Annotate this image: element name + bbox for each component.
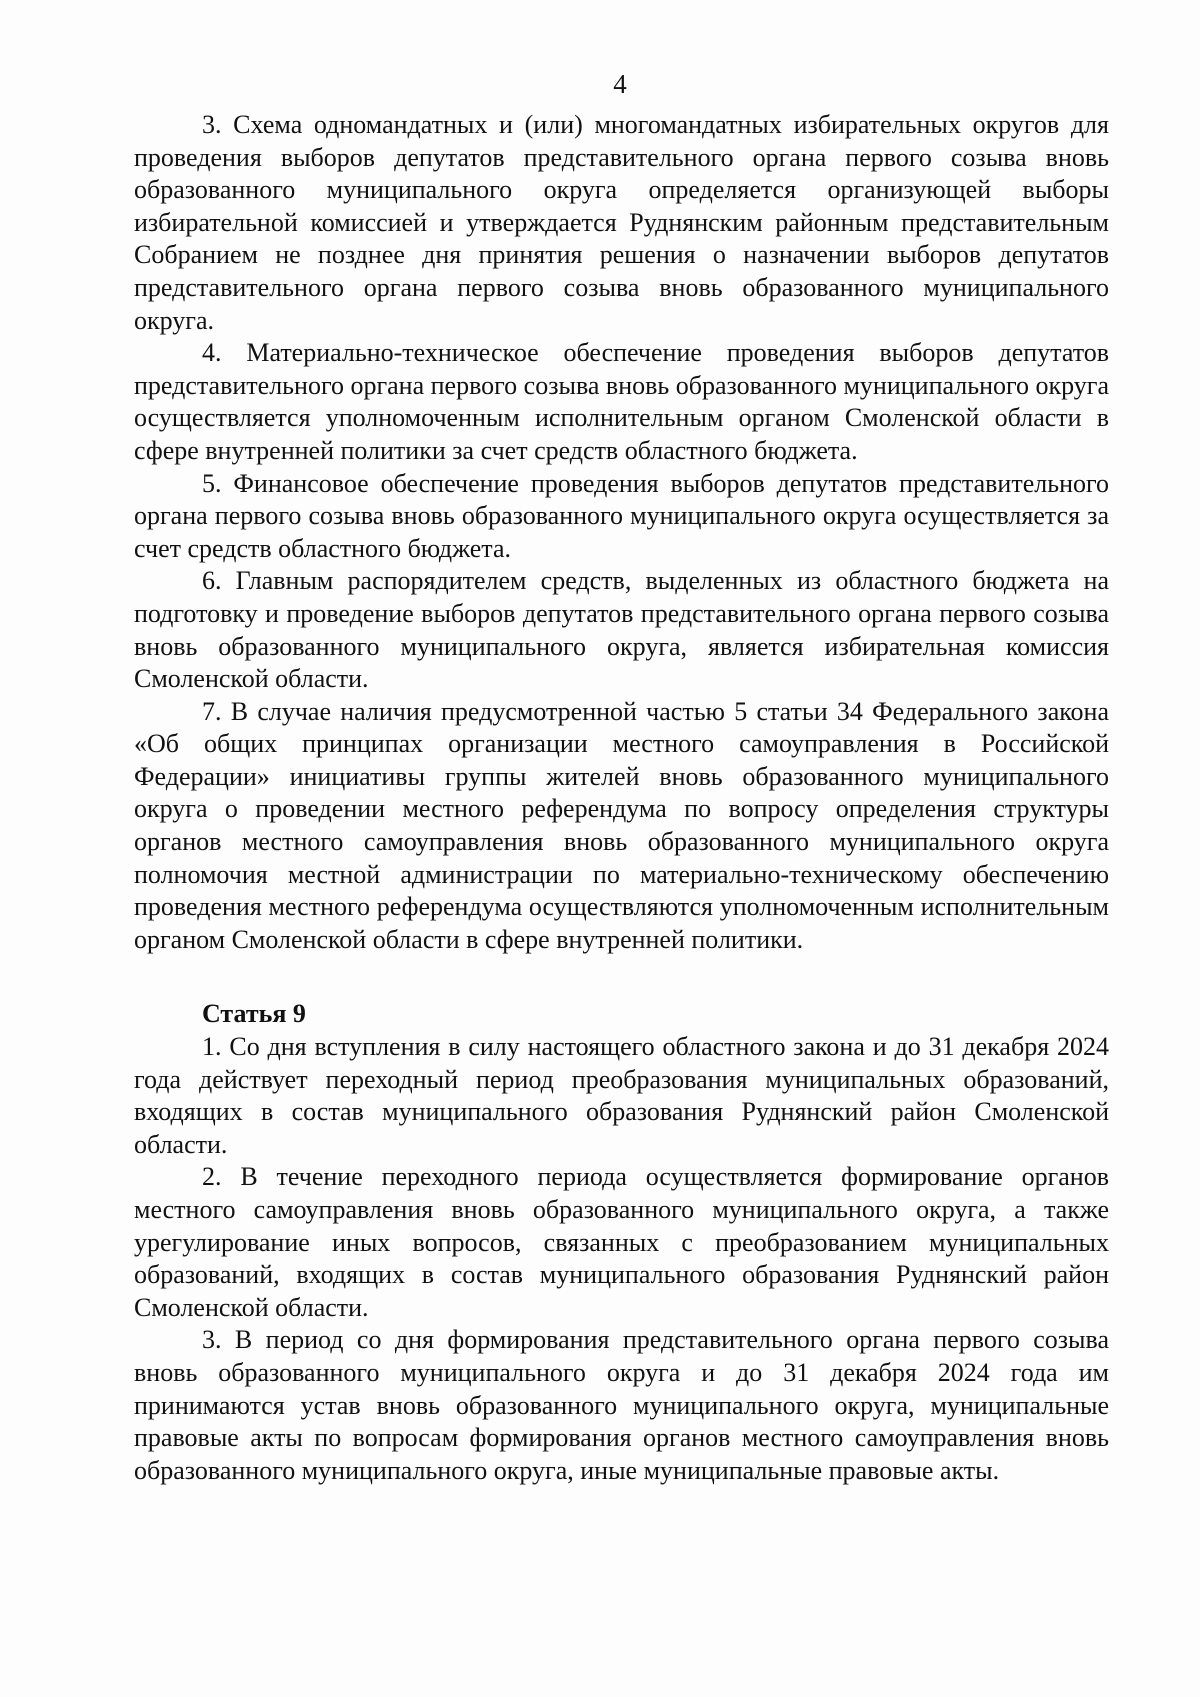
document-body: [134, 109, 1109, 1487]
paragraph-8-5: 5. Финансовое обеспечение проведения выборов депутатов представительного органа первого созыва вновь образованного муниципального округа осуществляется за счет средств областного бюджета.: [134, 468, 1109, 563]
paragraph-8-6: 6. Главным распорядителем средств, выделенных из областного бюджета на подготовку и проведение выборов депутатов представительного органа первого созыва вновь образованного муниципального округа, является избирательная комиссия Смоленской области.: [134, 566, 1109, 694]
paragraph-8-7: 7. В случае наличия предусмотренной частью 5 статьи 34 Федерального закона «Об общих принципах организации местного самоуправления в Российской Федерации» инициативы группы жителей вновь образованного муниципального округа о проведении местного референдума по вопросу определения структуры органов местного самоуправления вновь образованного муниципального округа полномочия местной администрации по материально-техническому обеспечению проведения местного референдума осуществляются уполномоченным исполнительным органом Смоленской области в сфере внутренней политики.: [134, 696, 1109, 954]
page-number: 4: [613, 69, 627, 99]
article-heading: Статья 9: [202, 999, 306, 1029]
paragraph-8-4: 4. Материально-техническое обеспечение проведения выборов депутатов представительного органа первого созыва вновь образованного муниципального округа осуществляется уполномоченным исполнительным органом Смоленской области в сфере внутренней политики за счет средств областного бюджета.: [134, 338, 1110, 465]
paragraph-9-2: 2. В течение переходного периода осуществляется формирование органов местного самоуправления вновь образованного муниципального округа, а также урегулирование иных вопросов, связанных с преобразованием муниципальных образований, входящих в состав муниципального образования Руднянский район Смоленской области.: [134, 1162, 1109, 1322]
paragraph-9-1: 1. Со дня вступления в силу настоящего областного закона и до 31 декабря 2024 года действует переходный период преобразования муниципальных образований, входящих в состав муниципального образования Руднянский район Смоленской области.: [134, 1032, 1109, 1159]
paragraph-9-3: 3. В период со дня формирования представительного органа первого созыва вновь образованного муниципального округа и до 31 декабря 2024 года им принимаются устав вновь образованного муниципального округа, муниципальные правовые акты по вопросам формирования органов местного самоуправления вновь образованного муниципального округа, иные муниципальные правовые акты.: [134, 1325, 1109, 1485]
paragraph-8-3: 3. Схема одномандатных и (или) многомандатных избирательных округов для проведения выборов депутатов представительного органа первого созыва вновь образованного муниципального округа определяется организующей выборы избирательной комиссией и утверждается Руднянским районным представительным Собранием не позднее дня принятия решения о назначении выборов депутатов представительного органа первого созыва вновь образованного муниципального округа.: [134, 110, 1109, 335]
